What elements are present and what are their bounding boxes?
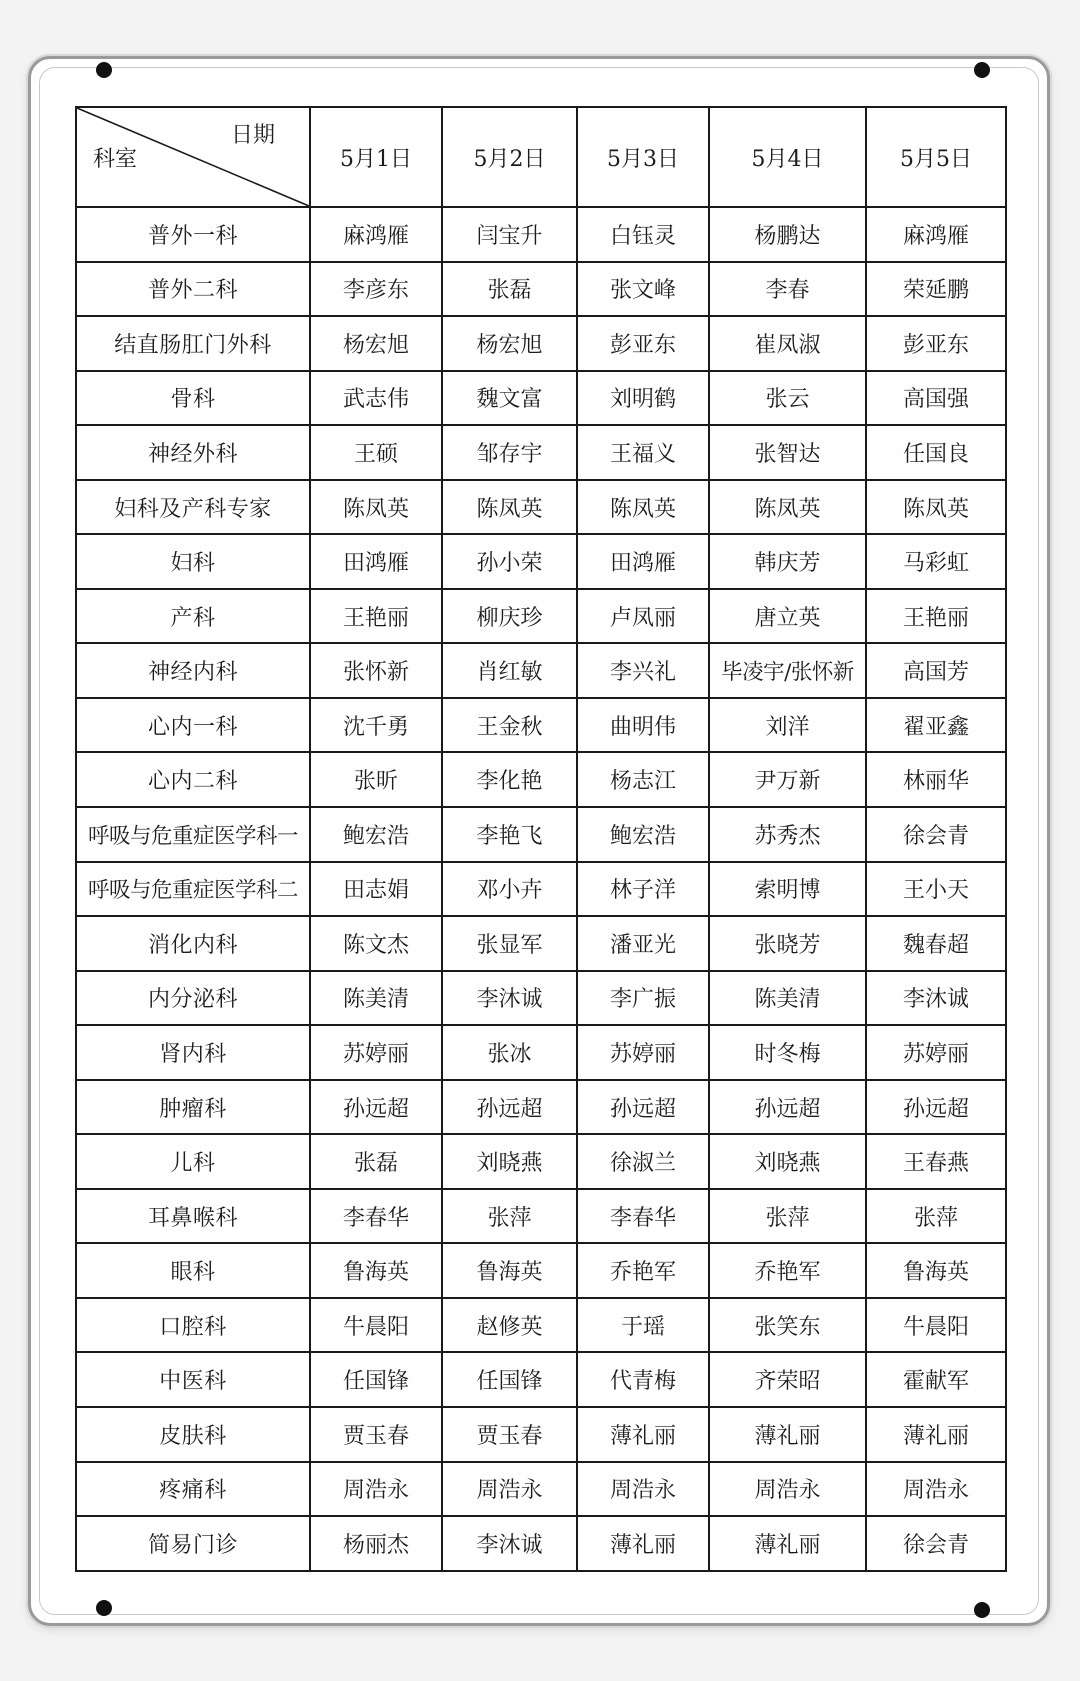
doctor-cell: 张昕 — [310, 752, 442, 807]
doctor-cell: 周浩永 — [709, 1462, 866, 1517]
department-cell: 疼痛科 — [76, 1462, 310, 1517]
table-row — [76, 1080, 1006, 1135]
doctor-cell: 李沐诚 — [866, 971, 1006, 1026]
doctor-cell: 李沐诚 — [442, 971, 577, 1026]
mount-pin-bottom-right — [974, 1602, 990, 1618]
doctor-cell: 索明博 — [709, 862, 866, 917]
doctor-cell: 沈千勇 — [310, 698, 442, 753]
doctor-cell: 时冬梅 — [709, 1025, 866, 1080]
doctor-cell: 鲁海英 — [442, 1243, 577, 1298]
doctor-cell: 陈凤英 — [310, 480, 442, 535]
doctor-cell: 魏文富 — [442, 371, 577, 426]
table-row — [76, 1025, 1006, 1080]
doctor-cell: 马彩虹 — [866, 534, 1006, 589]
doctor-cell: 邹存宇 — [442, 425, 577, 480]
table-row — [76, 752, 1006, 807]
doctor-cell: 薄礼丽 — [866, 1407, 1006, 1462]
doctor-cell: 陈美清 — [709, 971, 866, 1026]
department-cell: 产科 — [76, 589, 310, 644]
doctor-cell: 邓小卉 — [442, 862, 577, 917]
table-row — [76, 1516, 1006, 1571]
doctor-cell: 李广振 — [577, 971, 709, 1026]
department-cell: 儿科 — [76, 1134, 310, 1189]
doctor-cell: 李沐诚 — [442, 1516, 577, 1571]
doctor-cell: 麻鸿雁 — [866, 207, 1006, 262]
doctor-cell: 任国锋 — [310, 1352, 442, 1407]
doctor-cell: 孙远超 — [577, 1080, 709, 1135]
doctor-cell: 乔艳军 — [577, 1243, 709, 1298]
corner-label-date: 日期 — [230, 123, 275, 148]
department-cell: 心内一科 — [76, 698, 310, 753]
doctor-cell: 张萍 — [442, 1189, 577, 1244]
doctor-cell: 周浩永 — [577, 1462, 709, 1517]
department-cell: 心内二科 — [76, 752, 310, 807]
table-row — [76, 862, 1006, 917]
table-row — [76, 1407, 1006, 1462]
department-cell: 眼科 — [76, 1243, 310, 1298]
doctor-cell: 徐会青 — [866, 1516, 1006, 1571]
department-cell: 普外一科 — [76, 207, 310, 262]
doctor-cell: 崔凤淑 — [709, 316, 866, 371]
doctor-cell: 任国良 — [866, 425, 1006, 480]
doctor-cell: 齐荣昭 — [709, 1352, 866, 1407]
table-row — [76, 589, 1006, 644]
doctor-cell: 杨鹏达 — [709, 207, 866, 262]
department-cell: 耳鼻喉科 — [76, 1189, 310, 1244]
table-row — [76, 971, 1006, 1026]
doctor-cell: 麻鸿雁 — [310, 207, 442, 262]
doctor-cell: 陈美清 — [310, 971, 442, 1026]
table-row — [76, 1189, 1006, 1244]
doctor-cell: 肖红敏 — [442, 643, 577, 698]
doctor-cell: 张萍 — [866, 1189, 1006, 1244]
doctor-cell: 苏婷丽 — [577, 1025, 709, 1080]
doctor-cell: 薄礼丽 — [577, 1516, 709, 1571]
doctor-cell: 王春燕 — [866, 1134, 1006, 1189]
duty-schedule-table — [75, 106, 1007, 1572]
mount-pin-top-left — [96, 62, 112, 78]
doctor-cell: 苏婷丽 — [866, 1025, 1006, 1080]
doctor-cell: 荣延鹏 — [866, 262, 1006, 317]
department-cell: 骨科 — [76, 371, 310, 426]
date-header: 5月4日 — [709, 107, 866, 207]
doctor-cell: 周浩永 — [442, 1462, 577, 1517]
doctor-cell: 李春华 — [577, 1189, 709, 1244]
doctor-cell: 孙远超 — [866, 1080, 1006, 1135]
table-row — [76, 207, 1006, 262]
doctor-cell: 张笑东 — [709, 1298, 866, 1353]
department-cell: 妇科及产科专家 — [76, 480, 310, 535]
doctor-cell: 霍献军 — [866, 1352, 1006, 1407]
doctor-cell: 赵修英 — [442, 1298, 577, 1353]
doctor-cell: 陈凤英 — [866, 480, 1006, 535]
doctor-cell: 薄礼丽 — [709, 1516, 866, 1571]
table-row — [76, 1134, 1006, 1189]
doctor-cell: 毕凌宇/张怀新 — [709, 643, 866, 698]
department-cell: 结直肠肛门外科 — [76, 316, 310, 371]
doctor-cell: 李彦东 — [310, 262, 442, 317]
doctor-cell: 王艳丽 — [866, 589, 1006, 644]
department-cell: 神经内科 — [76, 643, 310, 698]
date-header: 5月2日 — [442, 107, 577, 207]
doctor-cell: 魏春超 — [866, 916, 1006, 971]
doctor-cell: 陈文杰 — [310, 916, 442, 971]
doctor-cell: 陈凤英 — [442, 480, 577, 535]
doctor-cell: 杨宏旭 — [442, 316, 577, 371]
doctor-cell: 周浩永 — [310, 1462, 442, 1517]
table-row — [76, 1298, 1006, 1353]
department-cell: 消化内科 — [76, 916, 310, 971]
doctor-cell: 杨志江 — [577, 752, 709, 807]
doctor-cell: 贾玉春 — [442, 1407, 577, 1462]
doctor-cell: 卢凤丽 — [577, 589, 709, 644]
doctor-cell: 乔艳军 — [709, 1243, 866, 1298]
doctor-cell: 彭亚东 — [577, 316, 709, 371]
doctor-cell: 周浩永 — [866, 1462, 1006, 1517]
doctor-cell: 彭亚东 — [866, 316, 1006, 371]
mount-pin-top-right — [974, 62, 990, 78]
doctor-cell: 张怀新 — [310, 643, 442, 698]
department-cell: 内分泌科 — [76, 971, 310, 1026]
doctor-cell: 薄礼丽 — [709, 1407, 866, 1462]
doctor-cell: 鲁海英 — [866, 1243, 1006, 1298]
doctor-cell: 张磊 — [310, 1134, 442, 1189]
doctor-cell: 张文峰 — [577, 262, 709, 317]
doctor-cell: 韩庆芳 — [709, 534, 866, 589]
doctor-cell: 李春 — [709, 262, 866, 317]
doctor-cell: 王硕 — [310, 425, 442, 480]
mount-pin-bottom-left — [96, 1600, 112, 1616]
table-row — [76, 534, 1006, 589]
doctor-cell: 张萍 — [709, 1189, 866, 1244]
doctor-cell: 孙小荣 — [442, 534, 577, 589]
doctor-cell: 李艳飞 — [442, 807, 577, 862]
department-cell: 呼吸与危重症医学科二 — [76, 862, 310, 917]
department-cell: 皮肤科 — [76, 1407, 310, 1462]
doctor-cell: 唐立英 — [709, 589, 866, 644]
department-cell: 呼吸与危重症医学科一 — [76, 807, 310, 862]
corner-header-cell — [76, 107, 310, 207]
department-cell: 中医科 — [76, 1352, 310, 1407]
doctor-cell: 王艳丽 — [310, 589, 442, 644]
doctor-cell: 张冰 — [442, 1025, 577, 1080]
doctor-cell: 刘明鹤 — [577, 371, 709, 426]
doctor-cell: 贾玉春 — [310, 1407, 442, 1462]
doctor-cell: 刘晓燕 — [442, 1134, 577, 1189]
doctor-cell: 陈凤英 — [577, 480, 709, 535]
doctor-cell: 杨丽杰 — [310, 1516, 442, 1571]
doctor-cell: 薄礼丽 — [577, 1407, 709, 1462]
schedule-body — [76, 207, 1006, 1571]
doctor-cell: 张磊 — [442, 262, 577, 317]
doctor-cell: 田志娟 — [310, 862, 442, 917]
date-header: 5月5日 — [866, 107, 1006, 207]
date-header: 5月1日 — [310, 107, 442, 207]
doctor-cell: 徐会青 — [866, 807, 1006, 862]
doctor-cell: 牛晨阳 — [310, 1298, 442, 1353]
doctor-cell: 林丽华 — [866, 752, 1006, 807]
doctor-cell: 代青梅 — [577, 1352, 709, 1407]
doctor-cell: 孙远超 — [442, 1080, 577, 1135]
department-cell: 肾内科 — [76, 1025, 310, 1080]
doctor-cell: 李春华 — [310, 1189, 442, 1244]
doctor-cell: 任国锋 — [442, 1352, 577, 1407]
table-row — [76, 262, 1006, 317]
doctor-cell: 鲁海英 — [310, 1243, 442, 1298]
doctor-cell: 王金秋 — [442, 698, 577, 753]
table-row — [76, 480, 1006, 535]
doctor-cell: 武志伟 — [310, 371, 442, 426]
table-row — [76, 698, 1006, 753]
table-row — [76, 1462, 1006, 1517]
department-cell: 口腔科 — [76, 1298, 310, 1353]
doctor-cell: 杨宏旭 — [310, 316, 442, 371]
table-row — [76, 316, 1006, 371]
doctor-cell: 李兴礼 — [577, 643, 709, 698]
table-row — [76, 371, 1006, 426]
doctor-cell: 翟亚鑫 — [866, 698, 1006, 753]
doctor-cell: 田鸿雁 — [577, 534, 709, 589]
department-cell: 妇科 — [76, 534, 310, 589]
table-row — [76, 1243, 1006, 1298]
doctor-cell: 高国强 — [866, 371, 1006, 426]
doctor-cell: 刘洋 — [709, 698, 866, 753]
department-cell: 神经外科 — [76, 425, 310, 480]
doctor-cell: 田鸿雁 — [310, 534, 442, 589]
doctor-cell: 于瑶 — [577, 1298, 709, 1353]
doctor-cell: 张显军 — [442, 916, 577, 971]
table-row — [76, 643, 1006, 698]
table-row — [76, 425, 1006, 480]
doctor-cell: 张晓芳 — [709, 916, 866, 971]
date-header: 5月3日 — [577, 107, 709, 207]
doctor-cell: 张云 — [709, 371, 866, 426]
corner-label-department: 科室 — [93, 147, 138, 172]
doctor-cell: 苏秀杰 — [709, 807, 866, 862]
doctor-cell: 徐淑兰 — [577, 1134, 709, 1189]
doctor-cell: 王福义 — [577, 425, 709, 480]
department-cell: 肿瘤科 — [76, 1080, 310, 1135]
doctor-cell: 潘亚光 — [577, 916, 709, 971]
doctor-cell: 苏婷丽 — [310, 1025, 442, 1080]
doctor-cell: 曲明伟 — [577, 698, 709, 753]
table-row — [76, 916, 1006, 971]
header-row — [76, 107, 1006, 207]
doctor-cell: 柳庆珍 — [442, 589, 577, 644]
doctor-cell: 尹万新 — [709, 752, 866, 807]
doctor-cell: 孙远超 — [709, 1080, 866, 1135]
department-cell: 普外二科 — [76, 262, 310, 317]
doctor-cell: 鲍宏浩 — [577, 807, 709, 862]
table-row — [76, 1352, 1006, 1407]
doctor-cell: 鲍宏浩 — [310, 807, 442, 862]
department-cell: 简易门诊 — [76, 1516, 310, 1571]
table-row — [76, 807, 1006, 862]
doctor-cell: 陈凤英 — [709, 480, 866, 535]
doctor-cell: 张智达 — [709, 425, 866, 480]
doctor-cell: 孙远超 — [310, 1080, 442, 1135]
doctor-cell: 牛晨阳 — [866, 1298, 1006, 1353]
doctor-cell: 闫宝升 — [442, 207, 577, 262]
doctor-cell: 高国芳 — [866, 643, 1006, 698]
doctor-cell: 林子洋 — [577, 862, 709, 917]
doctor-cell: 白钰灵 — [577, 207, 709, 262]
doctor-cell: 李化艳 — [442, 752, 577, 807]
doctor-cell: 刘晓燕 — [709, 1134, 866, 1189]
doctor-cell: 王小天 — [866, 862, 1006, 917]
